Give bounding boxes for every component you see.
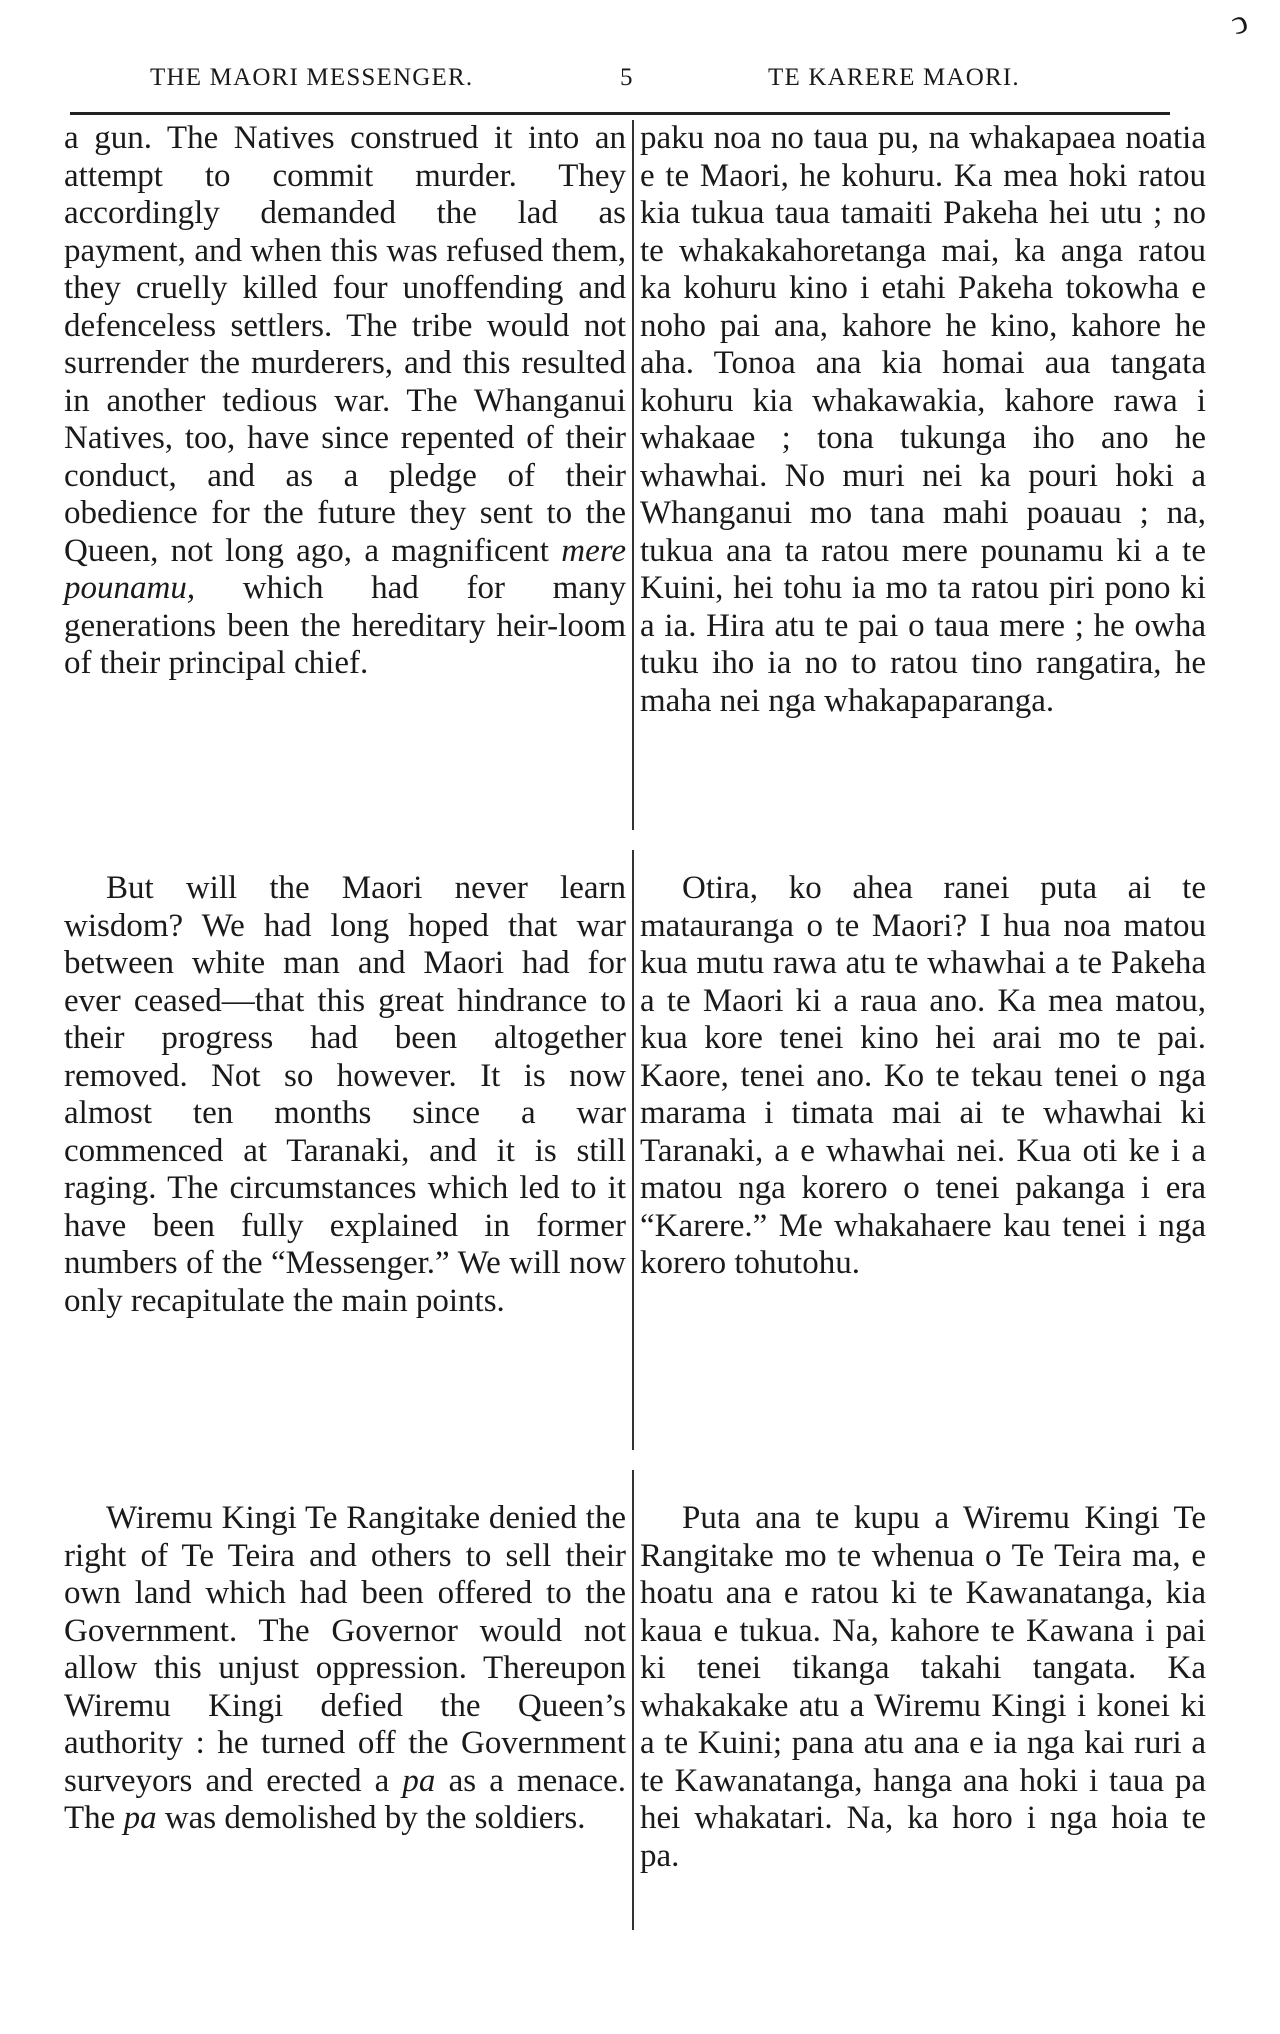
page-number: 5	[620, 64, 634, 91]
section1-english	[64, 120, 626, 683]
header-title-maori: TE KARERE MAORI.	[768, 64, 1020, 91]
section2-english-text: But will the Maori never learn wisdom? We had long hoped that war between white man and Maori had for ever ceased—that this great hindrance to their progress had been altogether removed. Not so however. It is now almost ten months since a war commenced at Taranaki, and it is still raging. The circumstances which led to it have been fully explained in former numbers of the “Messenger.” We will now only recapitulate the main points.	[64, 870, 626, 1319]
page-header	[150, 64, 1070, 104]
section3-english	[64, 1500, 626, 1838]
page-corner-mark: ↄ	[1226, 2, 1253, 43]
section3-english-mid: as a menace. The	[64, 1762, 626, 1836]
header-title-english: THE MAORI MESSENGER.	[150, 64, 474, 91]
section1-maori	[640, 120, 1206, 720]
section3-english-italic: pa	[402, 1762, 436, 1799]
section1-maori-text: paku noa no taua pu, na whakapaea noatia e te Maori, he kohuru. Ka mea hoki ratou kia tukua taua tamaiti Pakeha hei utu ; no te whakakahoretanga mai, ka anga ratou ka kohuru kino i etahi Pakeha tokowha e noho pai ana, kahore he kino, kahore he aha. Tonoa ana kia homai aua tangata kohuru kia whakawakia, kahore rawa i whakaae ; tona tukunga iho ano he whawhai. No muri nei ka pouri hoki a Whanganui mo tana mahi poauau ; na, tukua ana ta ratou mere pounamu ki a te Kuini, hei tohu ia mo ta ratou piri pono ki a ia. Hira atu te pai o taua mere ; he owha tuku iho ia no to ratou tino rangatira, he maha nei nga whakapaparanga.	[640, 120, 1206, 719]
section3-english-start: Wiremu Kingi Te Rangitake denied the right of Te Teira and others to sell their own land which had been offered to the Government. The Governor would not allow this unjust oppression. Thereupon Wiremu Kingi defied the Queen’s authority : he turned off the Government surveyors and erected a	[64, 1500, 626, 1799]
section3-english-end: was demolished by the soldiers.	[164, 1800, 586, 1836]
column-divider-middle	[632, 850, 634, 1450]
column-divider-upper	[632, 120, 634, 830]
section2-maori-text: Otira, ko ahea ranei puta ai te matauranga o te Maori? I hua noa matou kua mutu rawa atu te whawhai a te Pakeha a te Maori ki a raua ano. Ka mea matou, kua kore tenei kino hei arai mo te pai. Kaore, tenei ano. Ko te tekau tenei o nga marama i timata mai ai te whawhai ki Taranaki, a e whawhai nei. Kua oti ke i a matou nga korero o tenei pakanga i era “Karere.” Me whakahaere kau tenei i nga korero tohutohu.	[640, 870, 1206, 1281]
section1-english-italic: mere pounamu,	[64, 532, 626, 606]
section1-english-text: a gun. The Natives construed it into an attempt to commit murder. They accordingly demanded the lad as payment, and when this was refused them, they cruelly killed four unoffending and defenceless settlers. The tribe would not surrender the murderers, and this resulted in another tedious war. The Whanganui Natives, too, have since repented of their conduct, and as a pledge of their obedience for the future they sent to the Queen, not long ago, a magnificent	[64, 120, 626, 569]
section3-maori	[640, 1500, 1206, 1875]
section2-maori	[640, 870, 1206, 1283]
section3-english-italic-2: pa	[123, 1800, 157, 1836]
column-divider-lower	[632, 1470, 634, 1930]
section1-english-end: which had for many generations been the hereditary heir-loom of their principal chief.	[64, 570, 626, 681]
header-rule	[70, 112, 1170, 115]
section3-maori-text: Puta ana te kupu a Wiremu Kingi Te Rangitake mo te whenua o Te Teira ma, e hoatu ana e ratou ki te Kawanatanga, kia kaua e tukua. Na, kahore te Kawana i pai ki tenei tikanga takahi tangata. Ka whakakake atu a Wiremu Kingi i konei ki a te Kuini; pana atu ana e ia nga kai ruri a te Kawanatanga, hanga ana hoki i taua pa hei whakatari. Na, ka horo i nga hoia te pa.	[640, 1500, 1206, 1874]
section2-english	[64, 870, 626, 1320]
